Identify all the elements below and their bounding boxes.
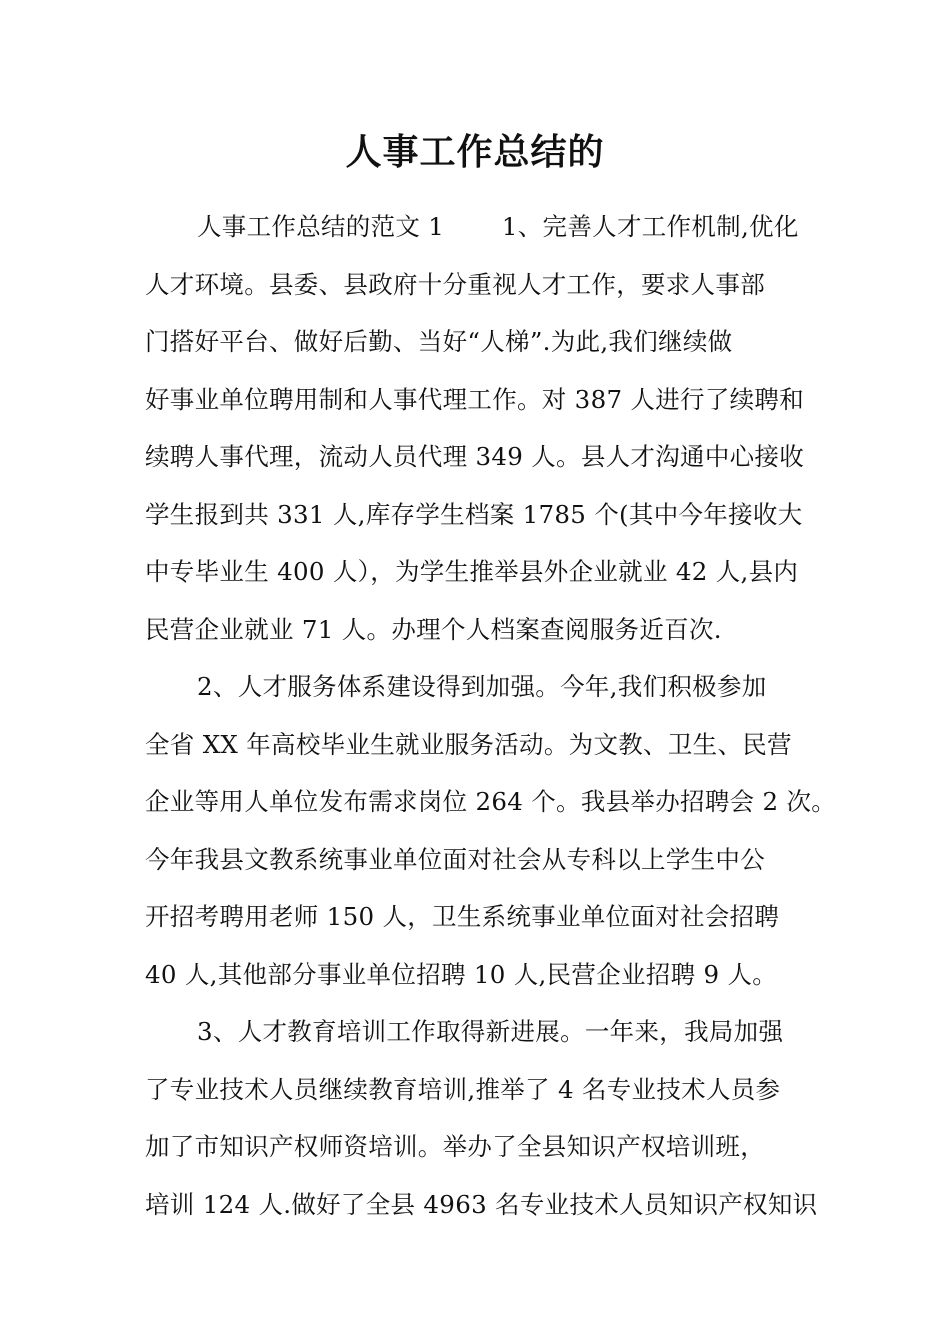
text-line: 民营企业就业 71 人。办理个人档案查阅服务近百次. <box>145 614 722 644</box>
text-line: 好事业单位聘用制和人事代理工作。对 387 人进行了续聘和 <box>145 384 805 414</box>
text-line: 2、人才服务体系建设得到加强。今年,我们积极参加 <box>197 672 767 701</box>
text-line: 人事工作总结的范文 1 1、完善人才工作机制,优化 <box>197 212 799 241</box>
text-line: 开招考聘用老师 150 人，卫生系统事业单位面对社会招聘 <box>145 902 780 931</box>
text-line: 3、人才教育培训工作取得新进展。一年来，我局加强 <box>197 1017 784 1046</box>
text-line: 学生报到共 331 人,库存学生档案 1785 个(其中今年接收大 <box>145 499 803 529</box>
document-title: 人事工作总结的 <box>345 131 605 173</box>
text-line: 续聘人事代理，流动人员代理 349 人。县人才沟通中心接收 <box>145 442 805 471</box>
text-line: 全省 XX 年高校毕业生就业服务活动。为文教、卫生、民营 <box>145 729 792 759</box>
text-line: 门搭好平台、做好后勤、当好“人梯”.为此,我们继续做 <box>145 327 733 356</box>
text-line: 培训 124 人.做好了全县 4963 名专业技术人员知识产权知识 <box>145 1189 818 1219</box>
text-line: 企业等用人单位发布需求岗位 264 个。我县举办招聘会 2 次。 <box>145 787 837 816</box>
text-line: 40 人,其他部分事业单位招聘 10 人,民营企业招聘 9 人。 <box>145 959 778 989</box>
text-line: 了专业技术人员继续教育培训,推举了 4 名专业技术人员参 <box>145 1074 781 1104</box>
text-line: 中专毕业生 400 人），为学生推举县外企业就业 42 人,县内 <box>145 557 799 586</box>
document-body <box>145 198 835 1233</box>
text-line: 今年我县文教系统事业单位面对社会从专科以上学生中公 <box>145 844 765 874</box>
text-line: 加了市知识产权师资培训。举办了全县知识产权培训班， <box>145 1132 765 1161</box>
text-line: 人才环境。县委、县政府十分重视人才工作，要求人事部 <box>145 269 765 299</box>
